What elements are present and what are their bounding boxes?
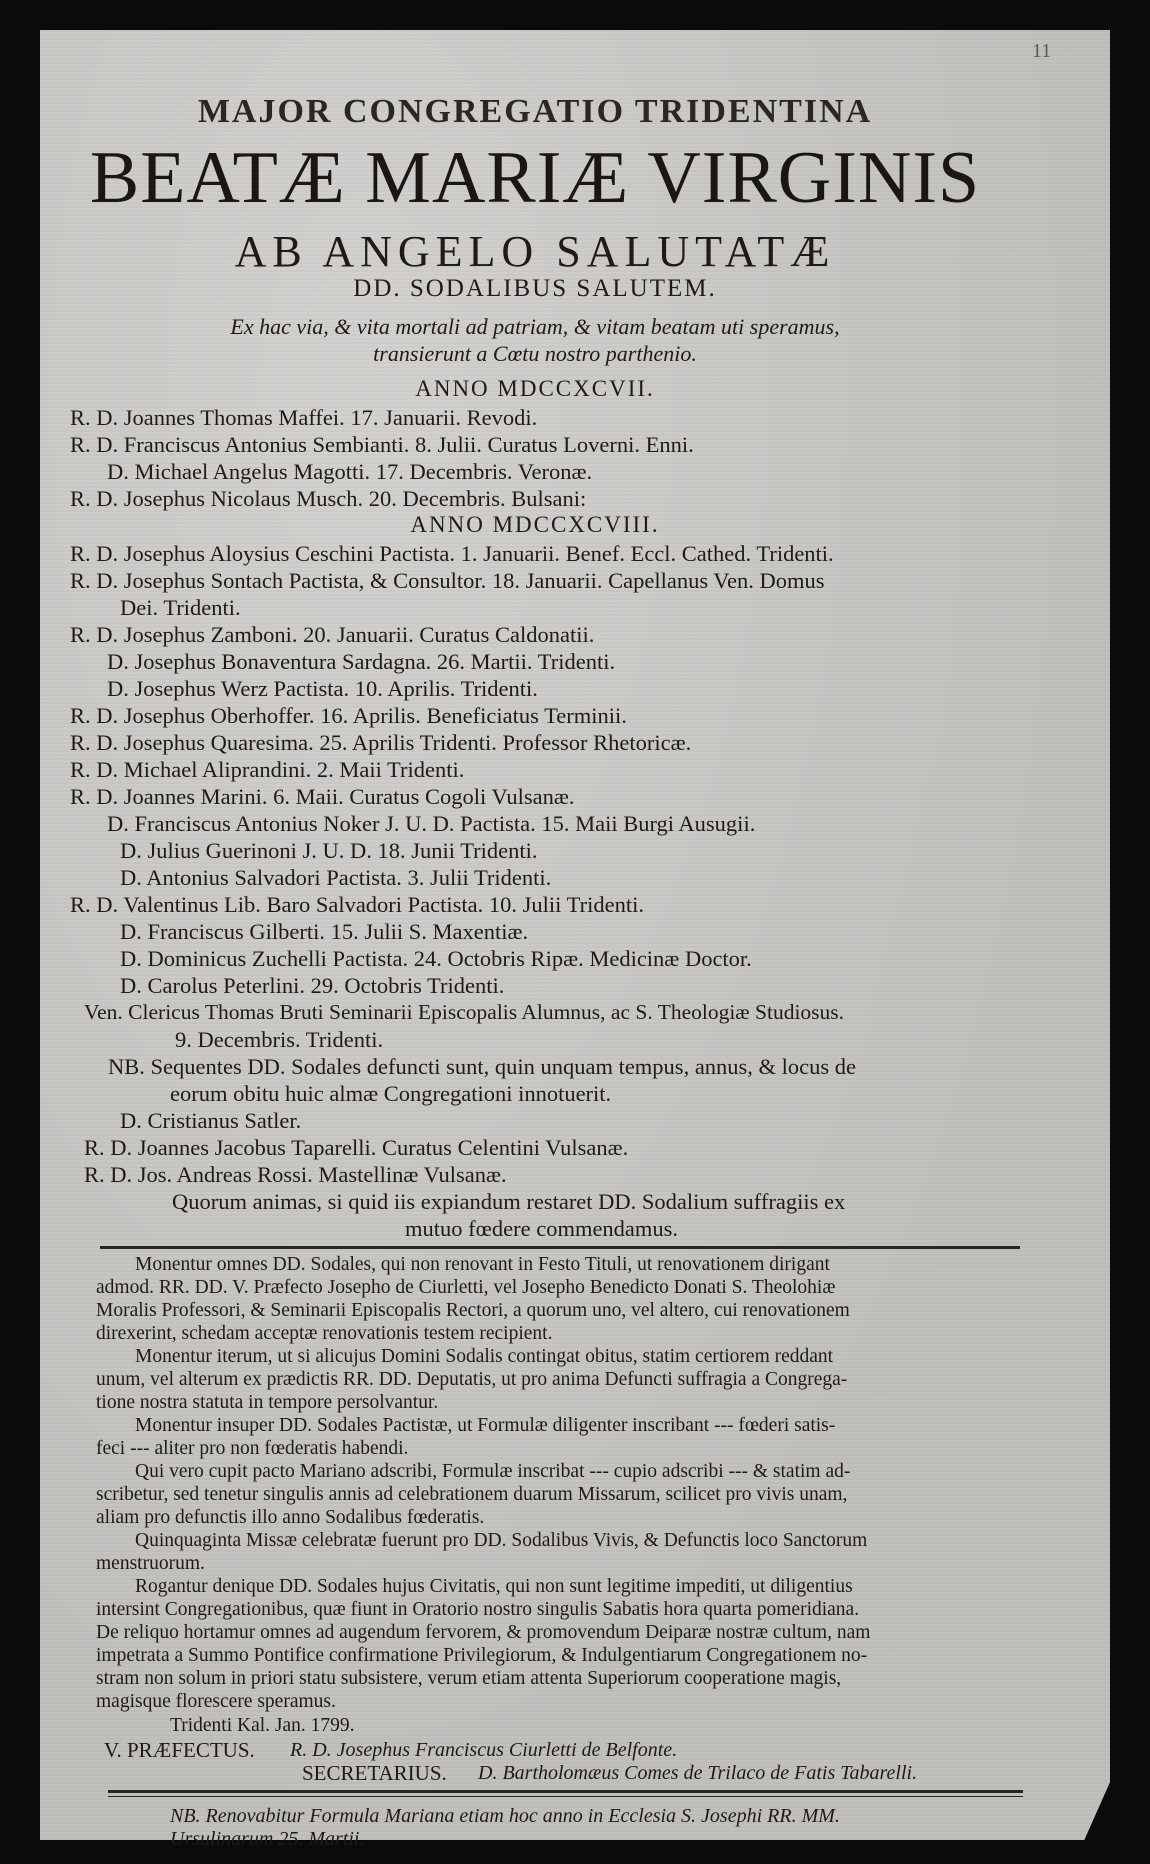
obituary-entry: R. D. Josephus Aloysius Ceschini Pactista. 1. Januarii. Benef. Eccl. Cathed. Tridenti. <box>70 541 834 566</box>
notice-line: scribetur, sed tenetur singulis annis ad celebrationem duarum Missarum, scilicet pro vivis unam, <box>96 1484 848 1505</box>
obituary-entry: D. Cristianus Satler. <box>120 1108 302 1133</box>
obituary-entry: 9. Decembris. Tridenti. <box>175 1027 384 1052</box>
obituary-entry: D. Antonius Salvadori Pactista. 3. Julii Tridenti. <box>120 865 552 890</box>
notice-line: intersint Congregationibus, quæ fiunt in Oratorio nostro singulis Sabatis hora quarta pomeridiana. <box>96 1599 860 1620</box>
obituary-entry: D. Josephus Werz Pactista. 10. Aprilis. Tridenti. <box>107 676 538 701</box>
year-heading: ANNO MDCCXCVIII. <box>410 512 660 537</box>
notice-line: Rogantur denique DD. Sodales hujus Civitatis, qui non sunt legitime impediti, ut diligentius <box>135 1576 853 1597</box>
footer-note: Ursulinarum 25. Martii. <box>170 1828 365 1850</box>
obituary-entry: R. D. Michael Aliprandini. 2. Maii Tridenti. <box>70 757 465 782</box>
heading-main-title: BEATÆ MARIÆ VIRGINIS <box>89 137 981 219</box>
notice-line: stram non solum in priori statu subsistere, verum etiam attenta Superiorum cooperatione magis, <box>96 1668 842 1689</box>
obituary-entry: R. D. Josephus Quaresima. 25. Aprilis Tridenti. Professor Rhetoricæ. <box>70 730 692 755</box>
prefect-label: V. PRÆFECTUS. <box>104 1738 255 1762</box>
obituary-entry: R. D. Josephus Zamboni. 20. Januarii. Curatus Caldonatii. <box>70 622 595 647</box>
notice-line: aliam pro defunctis illo anno Sodalibus fœderatis. <box>96 1507 485 1528</box>
nb-note: eorum obitu huic almæ Congregationi innotuerit. <box>170 1081 612 1106</box>
notice-line: menstruorum. <box>96 1553 205 1574</box>
date-line: Tridenti Kal. Jan. 1799. <box>170 1715 355 1736</box>
obituary-entry: D. Julius Guerinoni J. U. D. 18. Junii Tridenti. <box>120 838 538 863</box>
notice-line: Monentur iterum, ut si alicujus Domini Sodalis contingat obitus, statim certiorem reddant <box>135 1346 834 1367</box>
obituary-entry: Dei. Tridenti. <box>120 595 241 620</box>
notice-line: unum, vel alterum ex prædictis RR. DD. Deputatis, ut pro anima Defuncti suffragia a Congrega- <box>96 1369 848 1390</box>
obituary-entry: R. D. Jos. Andreas Rossi. Mastellinæ Vulsanæ. <box>84 1162 507 1187</box>
notice-line: impetrata a Summo Pontifice confirmatione Privilegiorum, & Indulgentiarum Congregationem no- <box>96 1645 868 1666</box>
heading-subtitle: AB ANGELO SALUTATÆ <box>234 227 836 276</box>
notice-line: feci --- aliter pro non fœderatis habendi. <box>96 1438 409 1459</box>
notice-line: Monentur omnes DD. Sodales, qui non renovant in Festo Tituli, ut renovationem dirigant <box>135 1254 830 1275</box>
year-heading: ANNO MDCCXCVII. <box>415 376 655 401</box>
divider-rule <box>108 1790 1023 1793</box>
notice-line: tione nostra statuta in tempore persolvantur. <box>96 1392 439 1413</box>
heading-congregation: MAJOR CONGREGATIO TRIDENTINA <box>197 93 873 130</box>
folio-number: 11 <box>1032 40 1052 62</box>
footer-note: NB. Renovabitur Formula Mariana etiam hoc anno in Ecclesia S. Josephi RR. MM. <box>170 1805 840 1827</box>
epigraph-line: Ex hac via, & vita mortali ad patriam, & vitam beatam uti speramus, <box>230 314 840 339</box>
salutation: DD. SODALIBUS SALUTEM. <box>353 275 717 302</box>
notice-line: Qui vero cupit pacto Mariano adscribi, Formulæ inscribat --- cupio adscribi --- & statim ad- <box>135 1461 851 1482</box>
divider-rule <box>108 1796 1023 1797</box>
obituary-entry: R. D. Josephus Oberhoffer. 16. Aprilis. Beneficiatus Terminii. <box>70 703 627 728</box>
epigraph-line: transierunt a Cœtu nostro parthenio. <box>373 341 697 366</box>
obituary-entry: R. D. Joannes Marini. 6. Maii. Curatus Cogoli Vulsanæ. <box>70 784 575 809</box>
notice-line: admod. RR. DD. V. Præfecto Josepho de Ciurletti, vel Josepho Benedicto Donati S. Theolohiæ <box>96 1277 836 1298</box>
obituary-entry: R. D. Joannes Jacobus Taparelli. Curatus Celentini Vulsanæ. <box>84 1135 629 1160</box>
obituary-entry: D. Dominicus Zuchelli Pactista. 24. Octobris Ripæ. Medicinæ Doctor. <box>120 946 752 971</box>
obituary-entry: Ven. Clericus Thomas Bruti Seminarii Episcopalis Alumnus, ac S. Theologiæ Studiosus. <box>84 1000 845 1024</box>
closing-prayer: Quorum animas, si quid iis expiandum restaret DD. Sodalium suffragiis ex <box>172 1189 846 1214</box>
notice-line: Quinquaginta Missæ celebratæ fuerunt pro DD. Sodalibus Vivis, & Defunctis loco Sanctorum <box>135 1530 868 1551</box>
obituary-entry: D. Carolus Peterlini. 29. Octobris Tridenti. <box>120 973 505 998</box>
divider-rule <box>100 1246 1020 1249</box>
notice-line: direxerint, schedam acceptæ renovationis testem recipient. <box>96 1323 553 1344</box>
obituary-entry: D. Franciscus Antonius Noker J. U. D. Pactista. 15. Maii Burgi Ausugii. <box>107 811 756 836</box>
obituary-entry: R. D. Franciscus Antonius Sembianti. 8. Julii. Curatus Loverni. Enni. <box>70 432 694 457</box>
obituary-entry: R. D. Josephus Sontach Pactista, & Consultor. 18. Januarii. Capellanus Ven. Domus <box>70 568 825 593</box>
notice-line: Monentur insuper DD. Sodales Pactistæ, ut Formulæ diligenter inscribant --- fœderi satis- <box>135 1415 836 1436</box>
obituary-entry: D. Franciscus Gilberti. 15. Julii S. Maxentiæ. <box>120 919 529 944</box>
prefect-name: R. D. Josephus Franciscus Ciurletti de Belfonte. <box>290 1739 678 1761</box>
closing-prayer: mutuo fœdere commendamus. <box>405 1216 679 1241</box>
obituary-entry: D. Michael Angelus Magotti. 17. Decembris. Veronæ. <box>107 459 593 484</box>
nb-note: NB. Sequentes DD. Sodales defuncti sunt, quin unquam tempus, annus, & locus de <box>108 1054 857 1079</box>
notice-line: magisque florescere speramus. <box>96 1691 336 1712</box>
secretary-label: SECRETARIUS. <box>302 1761 447 1785</box>
notice-line: Moralis Professori, & Seminarii Episcopalis Rectori, a quorum uno, vel altero, cui renovationem <box>96 1300 850 1321</box>
obituary-entry: R. D. Josephus Nicolaus Musch. 20. Decembris. Bulsani: <box>70 486 587 511</box>
notice-line: De reliquo hortamur omnes ad augendum fervorem, & promovendum Deiparæ nostræ cultum, nam <box>96 1622 871 1643</box>
obituary-entry: D. Josephus Bonaventura Sardagna. 26. Martii. Tridenti. <box>107 649 616 674</box>
obituary-entry: R. D. Joannes Thomas Maffei. 17. Januarii. Revodi. <box>70 405 538 430</box>
secretary-name: D. Bartholomæus Comes de Trilaco de Fatis Tabarelli. <box>478 1762 918 1784</box>
obituary-entry: R. D. Valentinus Lib. Baro Salvadori Pactista. 10. Julii Tridenti. <box>70 892 644 917</box>
